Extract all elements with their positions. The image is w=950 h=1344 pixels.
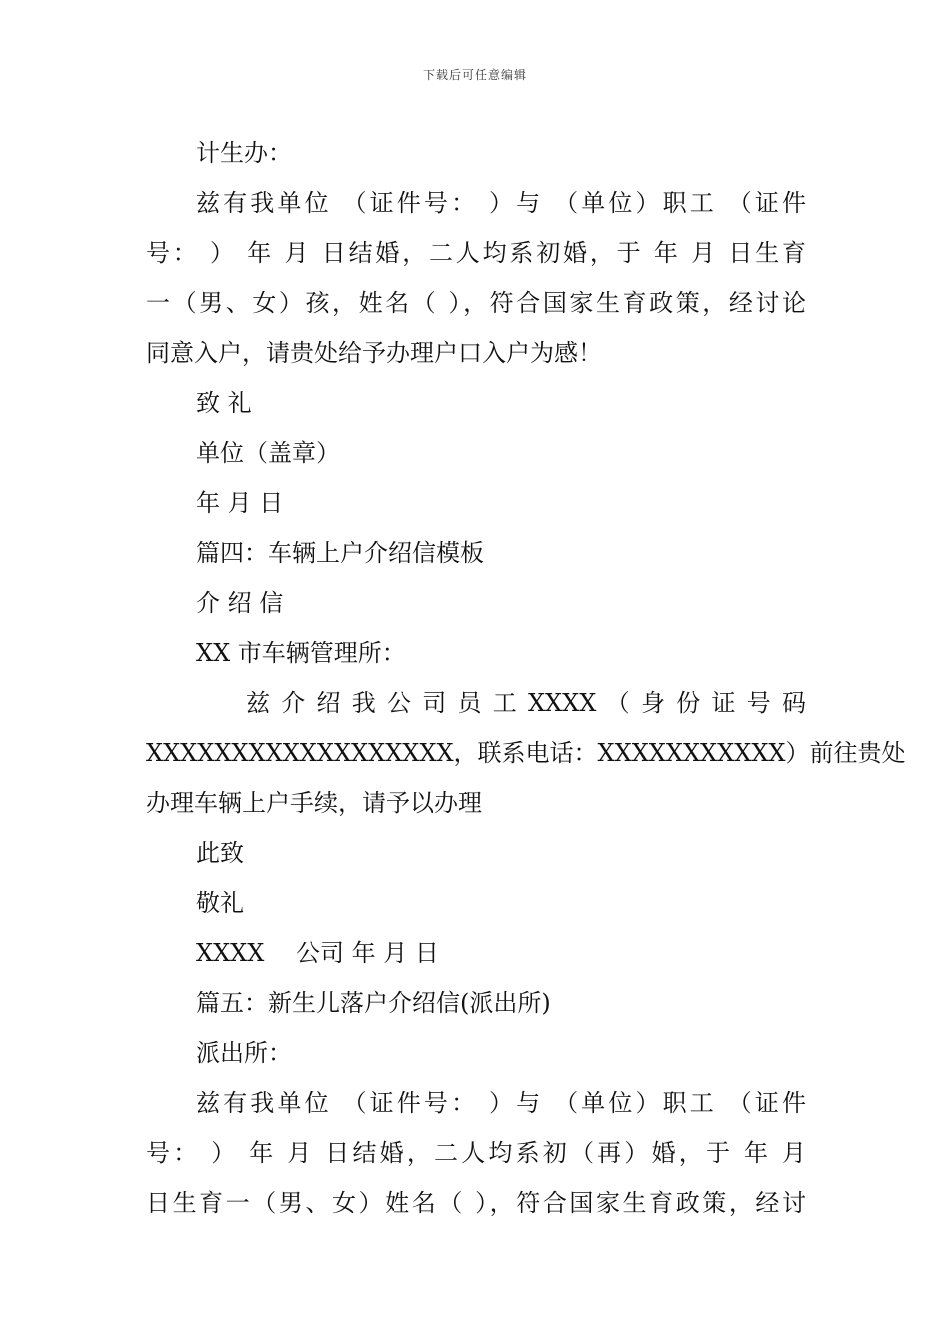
page-header: 下载后可任意编辑	[422, 68, 527, 82]
section-heading-5: 篇五：新生儿落户介绍信(派出所)	[196, 989, 551, 1017]
paragraph-line: XXXXXXXXXXXXXXXXXX，联系电话：XXXXXXXXXXX）前往贵处	[146, 739, 906, 767]
paragraph-line: 同意入户，请贵处给予办理户口入户为感！	[146, 339, 602, 367]
closing-jing-li: 敬礼	[196, 889, 244, 917]
signature-date: 年 月 日	[196, 489, 284, 517]
salutation-police-station: 派出所：	[196, 1039, 292, 1067]
signature-unit-seal: 单位（盖章）	[196, 439, 340, 467]
closing-regards: 致 礼	[196, 389, 252, 417]
signature-company-date: XXXX 公司 年 月 日	[196, 939, 439, 967]
paragraph-line: 号： ） 年 月 日结婚，二人均系初婚，于 年 月 日生育	[146, 239, 806, 267]
letter-title: 介 绍 信	[196, 589, 284, 617]
paragraph-line: 兹有我单位 （证件号： ）与 （单位）职工 （证件	[196, 189, 806, 217]
salutation-vehicle-office: XX 市车辆管理所：	[196, 639, 406, 667]
paragraph-line: 办理车辆上户手续，请予以办理	[146, 789, 482, 817]
paragraph-line: 兹 介 绍 我 公 司 员 工 XXXX （ 身 份 证 号 码	[246, 689, 806, 717]
paragraph-line: 兹有我单位 （证件号： ）与 （单位）职工 （证件	[196, 1089, 806, 1117]
closing-ci-zhi: 此致	[196, 839, 244, 867]
salutation-family-planning-office: 计生办：	[196, 139, 292, 167]
section-heading-4: 篇四：车辆上户介绍信模板	[196, 539, 484, 567]
paragraph-line: 号： ） 年 月 日结婚，二人均系初（再）婚，于 年 月	[146, 1139, 806, 1167]
paragraph-line: 一（男、女）孩，姓名（ ），符合国家生育政策，经讨论	[146, 289, 806, 317]
document-body	[146, 128, 906, 1228]
paragraph-line: 日生育一（男、女）姓名（ ），符合国家生育政策，经讨	[146, 1189, 806, 1217]
